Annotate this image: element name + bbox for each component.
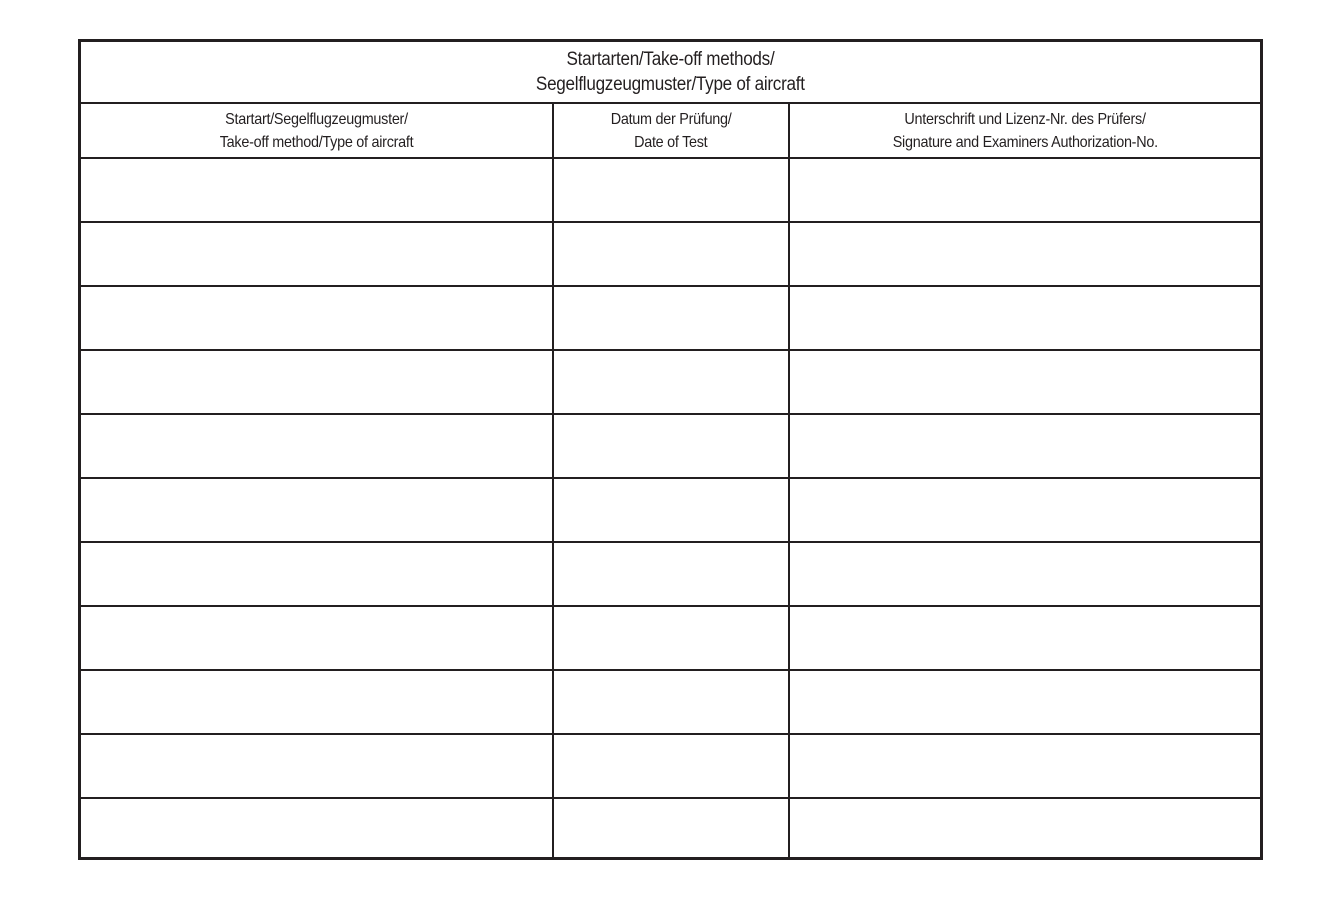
entry-date-cell[interactable] [554,799,790,857]
entry-method-type-cell[interactable] [81,351,554,413]
entry-date-cell[interactable] [554,415,790,477]
entry-signature-cell[interactable] [790,351,1260,413]
table-row [81,415,1260,479]
entry-method-type-cell[interactable] [81,223,554,285]
column-header-line-1: Datum der Prüfung/ [610,110,732,128]
entry-method-type-cell[interactable] [81,287,554,349]
entry-method-type-cell[interactable] [81,159,554,221]
table-title [81,42,1260,104]
entry-method-type-cell[interactable] [81,543,554,605]
entry-signature-cell[interactable] [790,479,1260,541]
table-row [81,479,1260,543]
takeoff-methods-table [78,39,1263,860]
column-header-line-1: Startart/Segelflugzeugmuster/ [225,110,408,128]
column-header-line-2: Date of Test [634,133,708,151]
entry-date-cell[interactable] [554,607,790,669]
entry-signature-cell[interactable] [790,735,1260,797]
entry-date-cell[interactable] [554,479,790,541]
entry-method-type-cell[interactable] [81,799,554,857]
entry-signature-cell[interactable] [790,159,1260,221]
column-header-date-of-test [554,104,790,157]
entry-method-type-cell[interactable] [81,671,554,733]
entry-signature-cell[interactable] [790,671,1260,733]
entry-signature-cell[interactable] [790,287,1260,349]
entry-date-cell[interactable] [554,671,790,733]
entry-signature-cell[interactable] [790,799,1260,857]
entry-date-cell[interactable] [554,351,790,413]
entry-signature-cell[interactable] [790,607,1260,669]
table-title-line-2: Segelflugzeugmuster/Type of aircraft [536,74,805,95]
column-header-method-type [81,104,554,157]
table-row [81,287,1260,351]
entry-method-type-cell[interactable] [81,479,554,541]
column-header-line-1: Unterschrift und Lizenz-Nr. des Prüfers/ [904,110,1146,128]
table-row [81,159,1260,223]
entry-date-cell[interactable] [554,543,790,605]
table-title-line-1: Startarten/Take-off methods/ [566,49,775,70]
table-row [81,671,1260,735]
table-row [81,607,1260,671]
entry-signature-cell[interactable] [790,543,1260,605]
entry-signature-cell[interactable] [790,415,1260,477]
table-body [81,159,1260,857]
entry-date-cell[interactable] [554,287,790,349]
entry-date-cell[interactable] [554,735,790,797]
entry-method-type-cell[interactable] [81,415,554,477]
column-header-line-2: Signature and Examiners Authorization-No. [892,133,1158,151]
table-row [81,735,1260,799]
table-row [81,543,1260,607]
table-row [81,223,1260,287]
table-row [81,799,1260,857]
column-header-row [81,104,1260,159]
table-row [81,351,1260,415]
entry-date-cell[interactable] [554,159,790,221]
column-header-examiner-signature [790,104,1260,157]
entry-signature-cell[interactable] [790,223,1260,285]
column-header-line-2: Take-off method/Type of aircraft [219,133,414,151]
entry-method-type-cell[interactable] [81,735,554,797]
entry-date-cell[interactable] [554,223,790,285]
entry-method-type-cell[interactable] [81,607,554,669]
